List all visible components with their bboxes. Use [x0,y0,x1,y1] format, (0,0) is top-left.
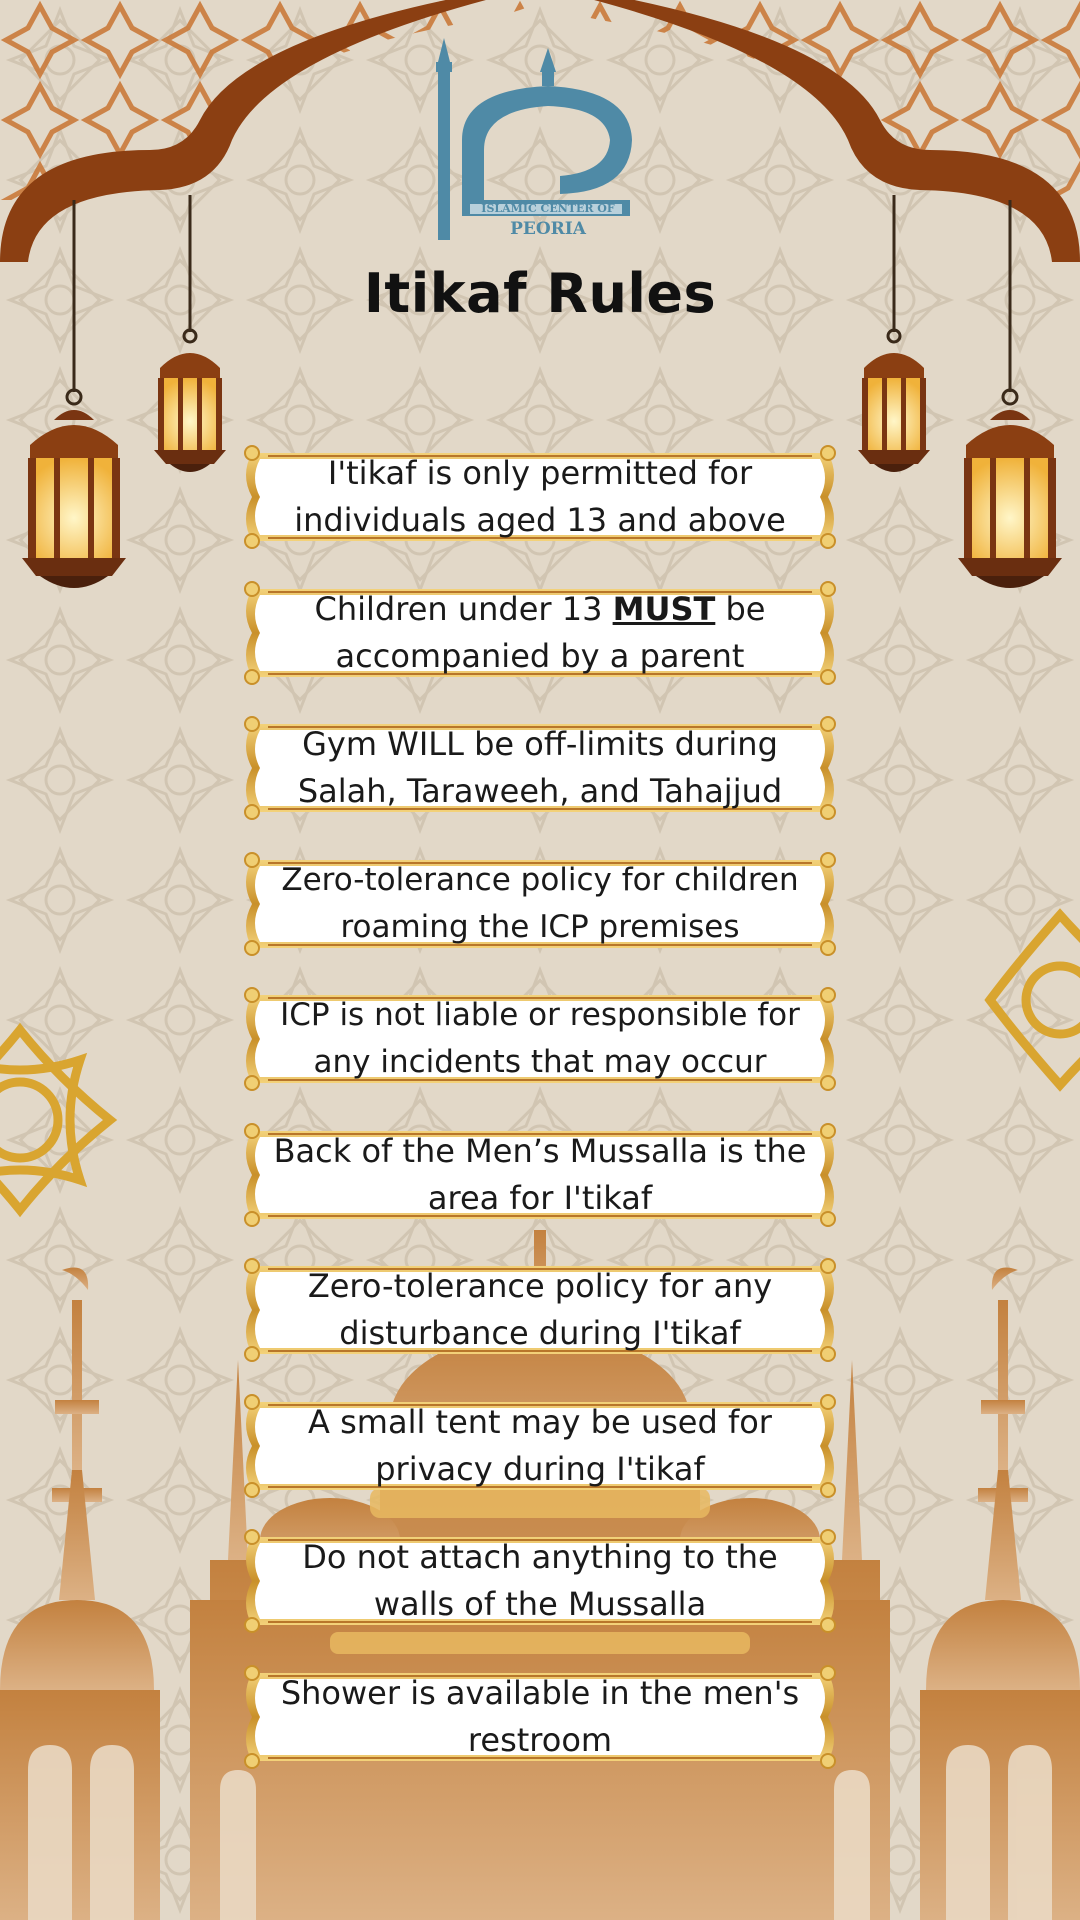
rule-card [238,1252,842,1368]
rule-card [238,981,842,1097]
rule-card [238,1117,842,1233]
rule-card [238,439,842,555]
rule-text: Shower is available in the men's restroom [280,1673,800,1759]
rule-text: Zero-tolerance policy for children roaming the ICP premises [281,861,799,945]
icp-logo [0,0,1080,260]
rule-text: ICP is not liable or responsible for any incidents that may occur [280,997,800,1080]
rule-text-before: Children under 13 [314,589,613,628]
rule-text: Back of the Men’s Mussalla is the area for I'tikaf [273,1131,807,1217]
rule-text: Do not attach anything to the walls of the Mussalla [302,1538,778,1623]
logo-line2: PEORIA [510,219,586,239]
logo-line1: ISLAMIC CENTER OF [481,202,615,215]
rule-text: I'tikaf is only permitted for individuals aged 13 and above [294,454,786,539]
rule-card [238,1388,842,1504]
rule-text: Gym WILL be off-limits during Salah, Taraweeh, and Tahajjud [297,725,783,810]
rule-card [238,1523,842,1639]
rule-card [238,1659,842,1775]
rule-card [238,575,842,691]
rule-card [238,710,842,826]
page-title: Itikaf Rules [363,262,717,325]
rule-text: A small tent may be used for privacy during I'tikaf [308,1402,772,1488]
rule-emphasis: MUST [612,589,716,628]
rule-text: Zero-tolerance policy for any disturbance during I'tikaf [307,1267,773,1352]
rule-card [238,846,842,962]
rule-text [260,586,820,680]
rule-text-after: be accompanied by a parent [335,589,766,675]
